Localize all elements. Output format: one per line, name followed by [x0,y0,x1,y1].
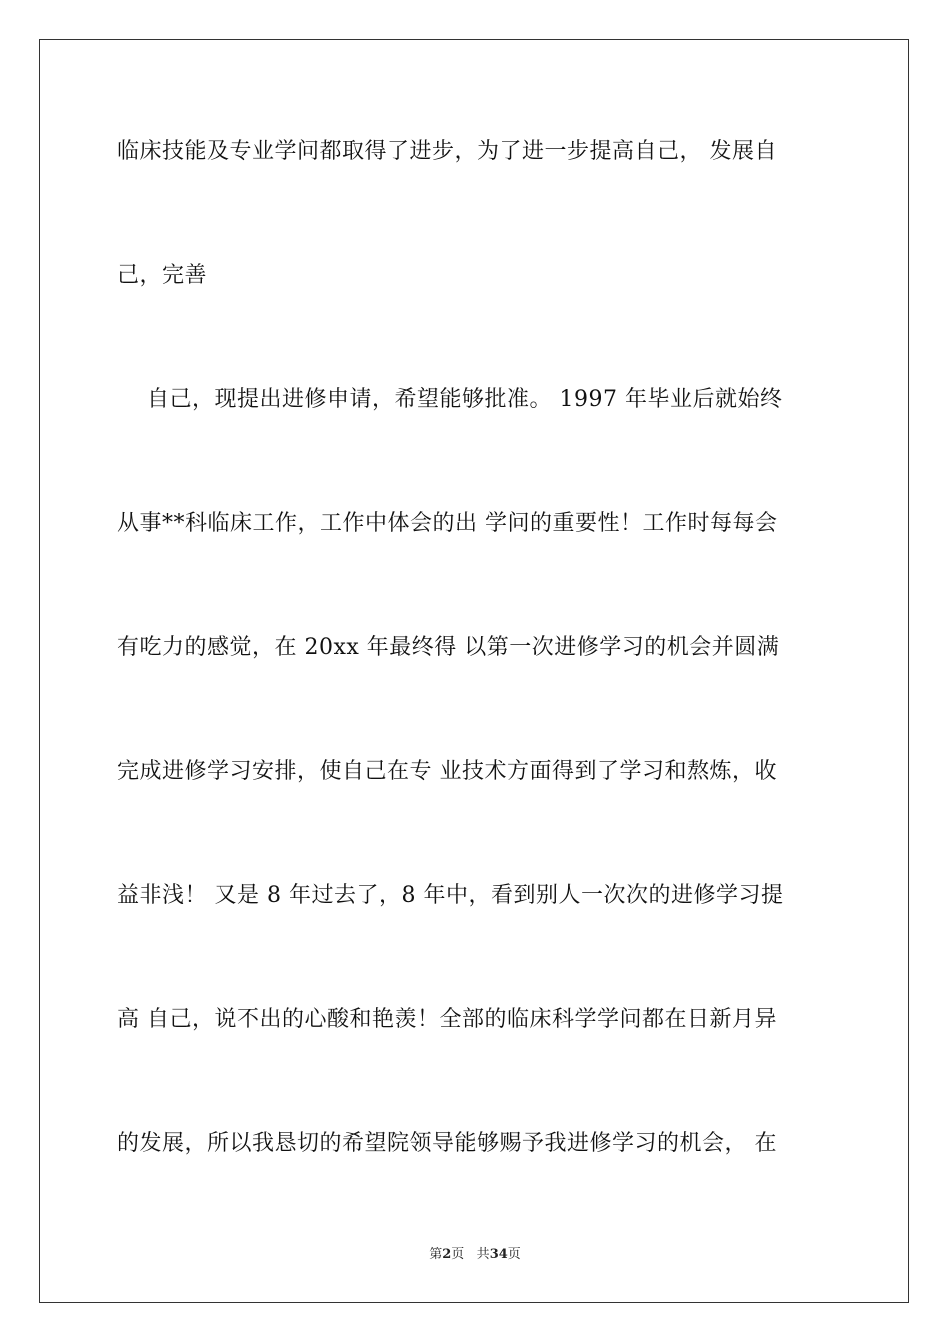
footer-total-pages: 34 [489,1247,508,1262]
body-line-1: 临床技能及专业学问都取得了进步，为了进一步提高自己， 发展自 [117,139,777,164]
footer-total-prefix: 共 [476,1247,490,1262]
body-line-5: 有吃力的感觉，在 20xx 年最终得 以第一次进修学习的机会并圆满 [117,635,780,660]
page-border [39,39,909,1303]
page-footer [0,1246,950,1264]
body-line-2: 己，完善 [117,263,208,288]
body-line-9: 的发展，所以我恳切的希望院领导能够赐予我进修学习的机会， 在 [117,1131,777,1156]
body-line-4: 从事**科临床工作，工作中体会的出 学问的重要性！工作时每每会 [117,511,778,536]
footer-page-prefix: 第 [429,1247,443,1262]
footer-page-suffix: 页 [451,1247,465,1262]
body-line-6: 完成进修学习安排，使自己在专 业技术方面得到了学习和熬炼，收 [117,759,777,784]
footer-page-number: 2 [442,1247,452,1262]
body-line-3: 自己，现提出进修申请，希望能够批准。 1997 年毕业后就始终 [117,387,783,412]
body-line-7: 益非浅！ 又是 8 年过去了，8 年中，看到别人一次次的进修学习提 [117,883,784,908]
body-line-8: 高 自己，说不出的心酸和艳羡！全部的临床科学学问都在日新月异 [117,1007,777,1032]
footer-total-suffix: 页 [507,1247,521,1262]
